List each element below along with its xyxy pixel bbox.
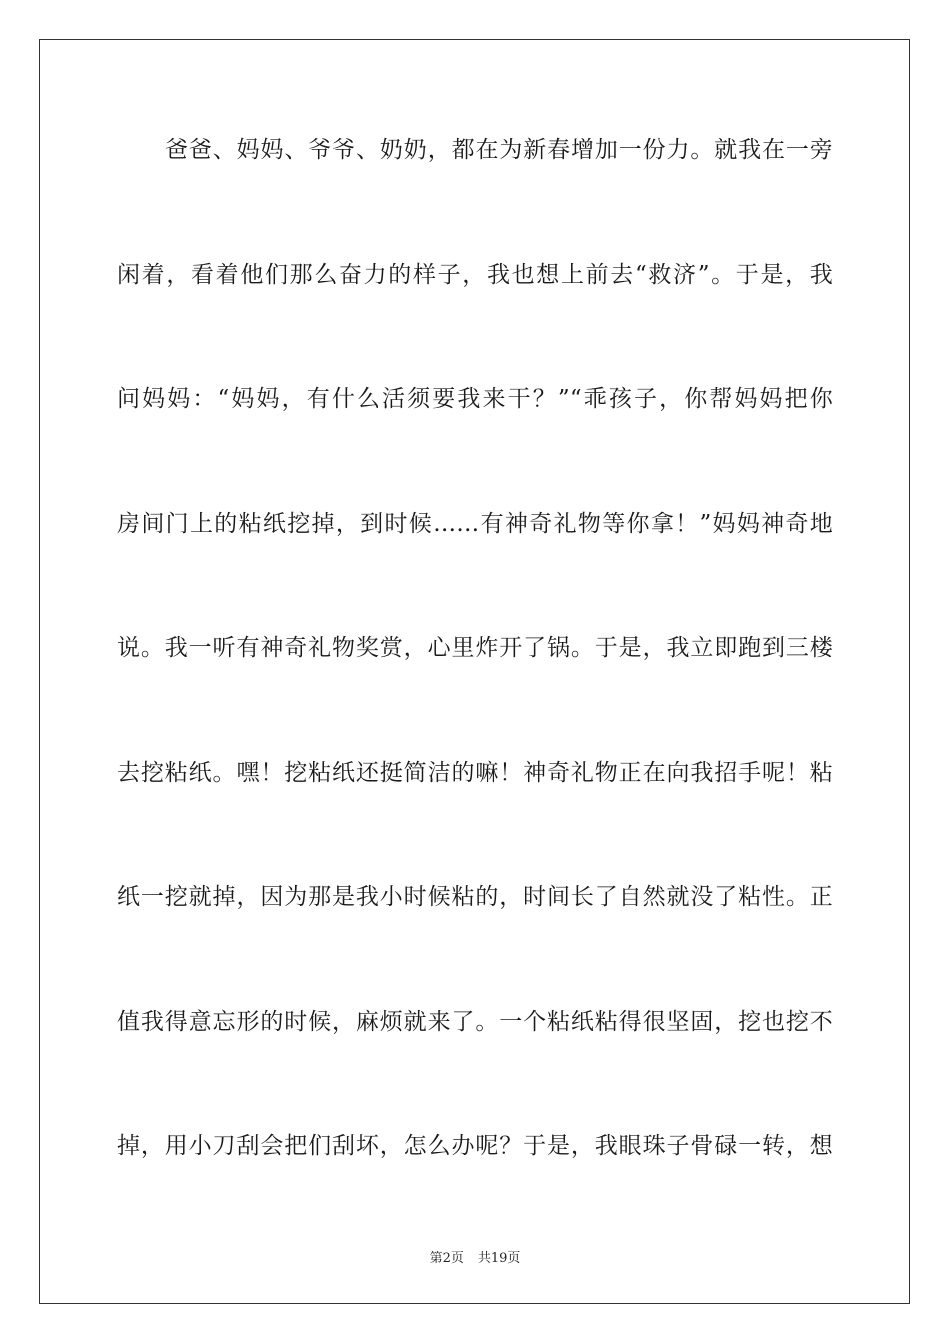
page-number: 第2页 <box>429 1251 464 1266</box>
page-total: 共19页 <box>477 1251 521 1266</box>
text-line: 说。我一听有神奇礼物奖赏，心里炸开了锅。于是，我立即跑到三楼 <box>117 635 833 661</box>
text-line: 房间门上的粘纸挖掉，到时候……有神奇礼物等你拿！”妈妈神奇地 <box>117 510 833 537</box>
text-line: 值我得意忘形的时候，麻烦就来了。一个粘纸粘得很坚固，挖也挖不 <box>117 1008 833 1035</box>
text-line: 问妈妈：“妈妈，有什么活须要我来干？”“乖孩子，你帮妈妈把你 <box>117 386 833 412</box>
text-line: 闲着，看着他们那么奋力的样子，我也想上前去“救济”。于是，我 <box>117 261 833 288</box>
document-body <box>117 120 833 1241</box>
text-line: 去挖粘纸。嘿！挖粘纸还挺简洁的嘛！神奇礼物正在向我招手呢！粘 <box>117 759 833 786</box>
text-line: 爸爸、妈妈、爷爷、奶奶，都在为新春增加一份力。就我在一旁 <box>165 137 833 163</box>
text-line: 纸一挖就掉，因为那是我小时候粘的，时间长了自然就没了粘性。正 <box>117 884 833 910</box>
page-footer <box>0 1247 950 1266</box>
text-line: 掉，用小刀刮会把们刮坏，怎么办呢？于是，我眼珠子骨碌一转，想 <box>117 1133 833 1159</box>
